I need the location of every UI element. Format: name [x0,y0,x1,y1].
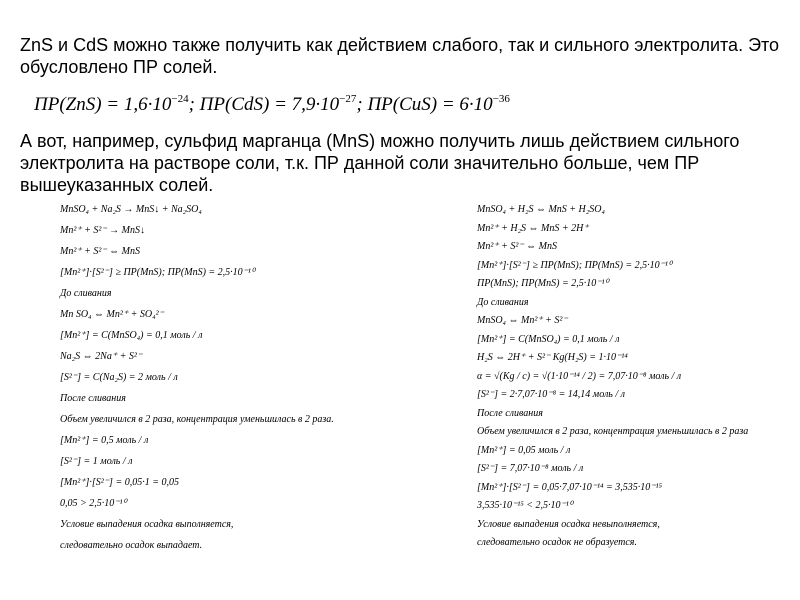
pr-cds-exponent: −27 [339,93,357,105]
calc-line: Mn²⁺ + S²⁻ ⇔ MnS [60,246,140,257]
calc-line: [S²⁻] = 7,07·10⁻⁸ моль / л [477,463,584,474]
calc-line: MnSO₄ ⇔ Mn²⁺ + S²⁻ [477,315,568,326]
pr-cus-exponent: −36 [492,93,510,105]
calc-line: ПР(MnS); ПР(MnS) = 2,5·10⁻¹⁰ [477,278,609,289]
calc-line: α = √(Kg / c) = √(1·10⁻¹⁴ / 2) = 7,07·10⁻⁸ моль / л [477,370,682,382]
pr-zns: ПР(ZnS) = 1,6·10 [34,94,172,115]
calc-line: 0,05 > 2,5·10⁻¹⁰ [60,498,127,509]
calc-line: [Mn²⁺] = C(MnSO₄) = 0,1 моль / л [60,330,203,341]
calc-line: [Mn²⁺] = 0,5 моль / л [60,435,149,446]
calc-line: MnSO₄ + H₂S ⇔ MnS + H₂SO₄ [477,204,605,215]
calc-line: следовательно осадок не образуется. [477,537,637,548]
calc-line: Условие выпадения осадка невыполняется, [477,518,660,530]
calc-line: [Mn²⁺]·[S²⁻] ≥ ПР(MnS); ПР(MnS) = 2,5·10⁻¹⁰ [60,267,255,278]
solubility-products-formula [34,93,510,116]
calc-line: Объем увеличился в 2 раза, концентрация уменьшилась в 2 раза. [60,414,334,425]
calc-line: MnSO₄ + Na₂S → MnS↓ + Na₂SO₄ [60,204,202,215]
calc-line: Mn SO₄ ⇔ Mn²⁺ + SO₄²⁻ [60,309,164,320]
pr-cus: ; ПР(CuS) = 6·10 [356,94,493,115]
calc-line: До сливания [477,296,529,308]
body-paragraph: А вот, например, сульфид марганца (MnS) можно получить лишь действием сильного электролита на растворе соли, т.к. ПР данной соли значительно больше, чем ПР вышеуказанных солей. [20,131,740,195]
left-calculation-column [60,204,430,564]
calc-line: После сливания [477,407,543,419]
calc-line: [S²⁻] = 2·7,07·10⁻⁸ = 14,14 моль / л [477,389,625,400]
calc-line: [Mn²⁺] = C(MnSO₄) = 0,1 моль / л [477,333,620,345]
calc-line: Условие выпадения осадка выполняется, [60,519,234,530]
calc-line: Объем увеличился в 2 раза, концентрация уменьшилась в 2 раза [477,426,749,437]
calc-line: Mn²⁺ + S²⁻ → MnS↓ [60,225,145,236]
calc-line: Na₂S ⇔ 2Na⁺ + S²⁻ [60,351,143,362]
pr-cds: ; ПР(CdS) = 7,9·10 [188,94,340,115]
calc-line: Mn²⁺ + H₂S ⇔ MnS + 2H⁺ [477,222,589,234]
calc-line: H₂S ⇔ 2H⁺ + S²⁻ Kg(H₂S) = 1·10⁻¹⁴ [477,352,628,363]
calc-line: [Mn²⁺]·[S²⁻] ≥ ПР(MnS); ПР(MnS) = 2,5·10⁻¹⁰ [477,259,672,271]
calc-line: [S²⁻] = C(Na₂S) = 2 моль / л [60,372,178,383]
pr-zns-exponent: −24 [171,93,189,105]
calc-line: [S²⁻] = 1 моль / л [60,456,133,467]
calc-line: [Mn²⁺]·[S²⁻] = 0,05·1 = 0,05 [60,477,179,488]
calc-line: [Mn²⁺]·[S²⁻] = 0,05·7,07·10⁻¹⁴ = 3,535·10⁻¹⁵ [477,481,662,493]
calc-line: [Mn²⁺] = 0,05 моль / л [477,444,571,456]
right-calculation-column [477,204,787,564]
intro-paragraph: ZnS и CdS можно также получить как действием слабого, так и сильного электролита. Это обусловлено ПР солей. [20,35,780,77]
calc-line: Mn²⁺ + S²⁻ ⇔ MnS [477,241,557,252]
calc-line: 3,535·10⁻¹⁵ < 2,5·10⁻¹⁰ [477,500,573,511]
calc-line: следовательно осадок выпадает. [60,540,203,551]
calc-line: До сливания [60,288,112,299]
calc-line: После сливания [60,393,126,404]
